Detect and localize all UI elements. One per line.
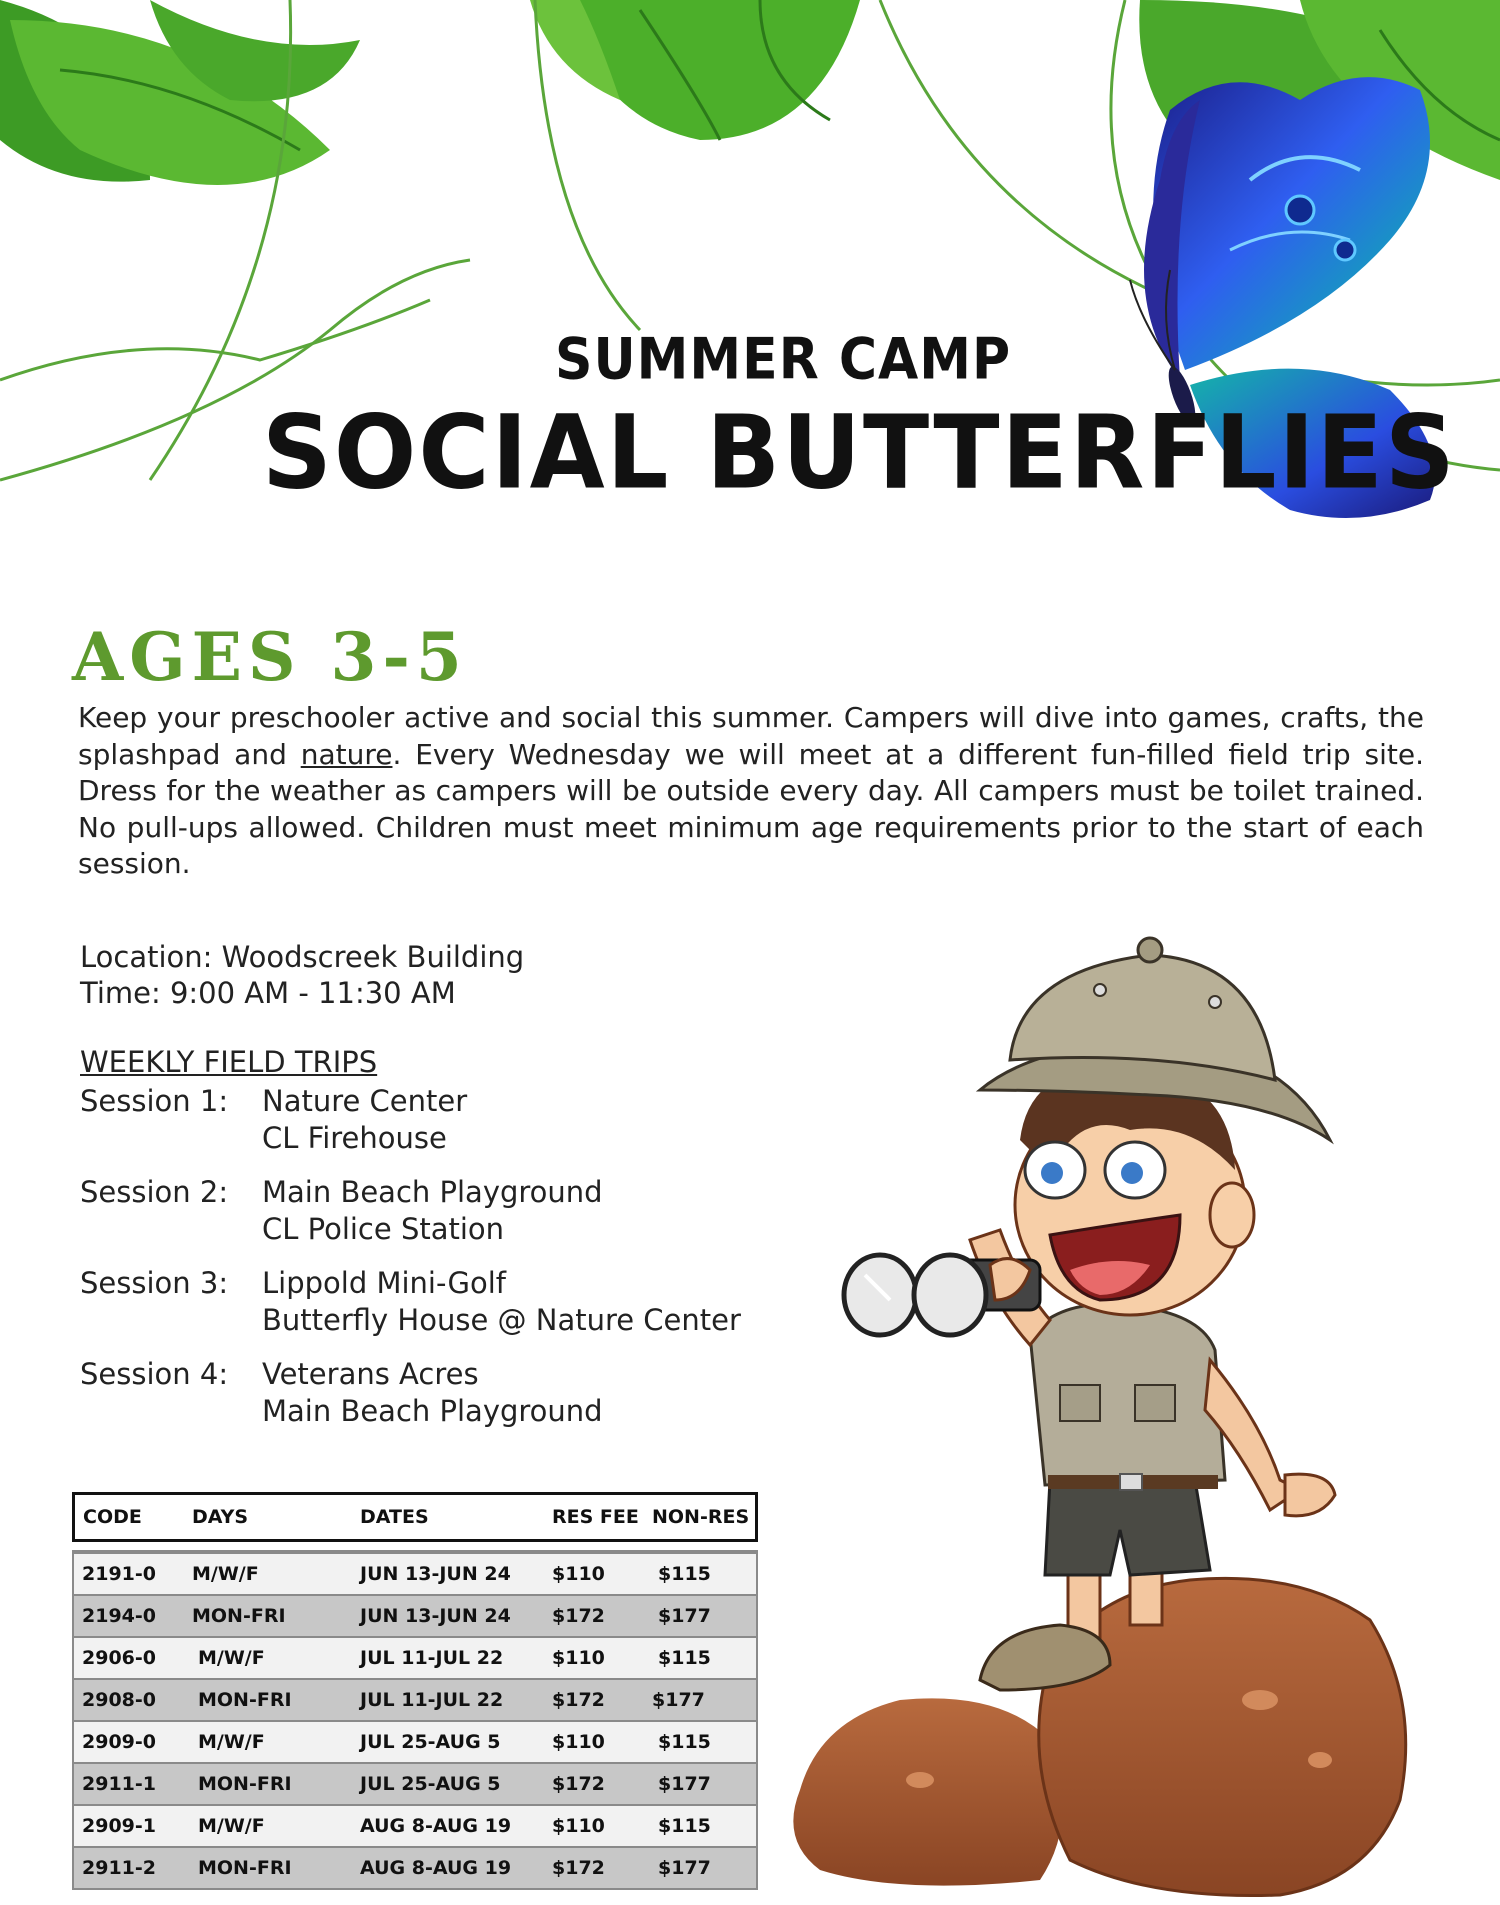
table-row xyxy=(72,1638,758,1680)
session-label: Session 2: xyxy=(80,1175,229,1209)
session-label: Session 1: xyxy=(80,1084,229,1118)
cell-dates: JUL 11-JUL 22 xyxy=(352,1680,544,1722)
cell-non-res: $177 xyxy=(644,1680,758,1722)
column-header: DAYS xyxy=(176,1492,352,1542)
table-row xyxy=(72,1680,758,1722)
session-trip: Nature Center xyxy=(262,1084,468,1118)
schedule-table xyxy=(72,1492,758,1890)
cell-non-res: $115 xyxy=(644,1806,758,1848)
cell-non-res: $115 xyxy=(644,1552,758,1596)
table-row xyxy=(72,1552,758,1596)
cell-code: 2906-0 xyxy=(72,1638,176,1680)
page-title: SOCIAL BUTTERFLIES xyxy=(262,393,1457,512)
cell-dates: AUG 8-AUG 19 xyxy=(352,1848,544,1890)
field-trips-title: WEEKLY FIELD TRIPS xyxy=(80,1045,378,1079)
cell-dates: JUN 13-JUN 24 xyxy=(352,1552,544,1596)
column-header: NON-RES xyxy=(644,1492,758,1542)
cell-res-fee: $172 xyxy=(544,1680,644,1722)
cell-code: 2194-0 xyxy=(72,1596,176,1638)
nature-link[interactable]: nature xyxy=(300,737,393,771)
table-header-row xyxy=(72,1492,758,1542)
session-trip: Veterans Acres xyxy=(262,1357,479,1391)
session-trip: CL Firehouse xyxy=(262,1120,447,1155)
cell-non-res: $115 xyxy=(644,1638,758,1680)
location-text: Location: Woodscreek Building xyxy=(80,940,525,974)
cell-days: MON-FRI xyxy=(176,1764,352,1806)
cell-code: 2911-1 xyxy=(72,1764,176,1806)
cell-res-fee: $110 xyxy=(544,1638,644,1680)
intro-paragraph xyxy=(78,700,1424,883)
cell-res-fee: $172 xyxy=(544,1848,644,1890)
intro-text-start: Keep your preschooler active and social this summer. Campers will dive into games, crafts, the splashpad and xyxy=(78,701,1424,771)
cell-days: M/W/F xyxy=(176,1722,352,1764)
cell-non-res: $177 xyxy=(644,1764,758,1806)
subtitle: SUMMER CAMP xyxy=(555,327,1012,393)
cell-non-res: $177 xyxy=(644,1596,758,1638)
cell-days: M/W/F xyxy=(176,1638,352,1680)
table-row xyxy=(72,1764,758,1806)
table-row xyxy=(72,1596,758,1638)
cell-non-res: $115 xyxy=(644,1722,758,1764)
cell-days: MON-FRI xyxy=(176,1596,352,1638)
session-trip: Lippold Mini-Golf xyxy=(262,1266,506,1300)
column-header: DATES xyxy=(352,1492,544,1542)
table-row xyxy=(72,1806,758,1848)
cell-res-fee: $172 xyxy=(544,1596,644,1638)
cell-code: 2909-1 xyxy=(72,1806,176,1848)
time-text: Time: 9:00 AM - 11:30 AM xyxy=(80,976,456,1010)
cell-days: M/W/F xyxy=(176,1552,352,1596)
table-row xyxy=(72,1722,758,1764)
cell-days: MON-FRI xyxy=(176,1848,352,1890)
cell-res-fee: $110 xyxy=(544,1722,644,1764)
cell-dates: JUL 11-JUL 22 xyxy=(352,1638,544,1680)
cell-non-res: $177 xyxy=(644,1848,758,1890)
cell-dates: JUL 25-AUG 5 xyxy=(352,1722,544,1764)
cell-code: 2911-2 xyxy=(72,1848,176,1890)
column-header: CODE xyxy=(72,1492,176,1542)
session-trip: Butterfly House @ Nature Center xyxy=(262,1302,741,1337)
cell-code: 2191-0 xyxy=(72,1552,176,1596)
table-row xyxy=(72,1848,758,1890)
cell-dates: JUN 13-JUN 24 xyxy=(352,1596,544,1638)
session-trip: CL Police Station xyxy=(262,1211,505,1246)
cell-code: 2909-0 xyxy=(72,1722,176,1764)
cell-dates: JUL 25-AUG 5 xyxy=(352,1764,544,1806)
cell-res-fee: $110 xyxy=(544,1552,644,1596)
intro-text-end: . Every Wednesday we will meet at a different fun-filled field trip site. Dress for the weather as campers will be outside every day. All campers must be toilet trained. No pull-ups allowed. Children must meet minimum age requirements prior to the start of each session. xyxy=(78,737,1424,880)
cell-res-fee: $172 xyxy=(544,1764,644,1806)
cell-code: 2908-0 xyxy=(72,1680,176,1722)
cell-days: MON-FRI xyxy=(176,1680,352,1722)
cell-dates: AUG 8-AUG 19 xyxy=(352,1806,544,1848)
session-trip: Main Beach Playground xyxy=(262,1175,603,1209)
ages-heading: AGES 3-5 xyxy=(72,618,468,696)
cell-days: M/W/F xyxy=(176,1806,352,1848)
session-trip: Main Beach Playground xyxy=(262,1393,603,1428)
column-header: RES FEE xyxy=(544,1492,644,1542)
session-label: Session 4: xyxy=(80,1357,229,1391)
cell-res-fee: $110 xyxy=(544,1806,644,1848)
explorer-boy-illustration xyxy=(844,938,1335,1690)
session-label: Session 3: xyxy=(80,1266,229,1300)
